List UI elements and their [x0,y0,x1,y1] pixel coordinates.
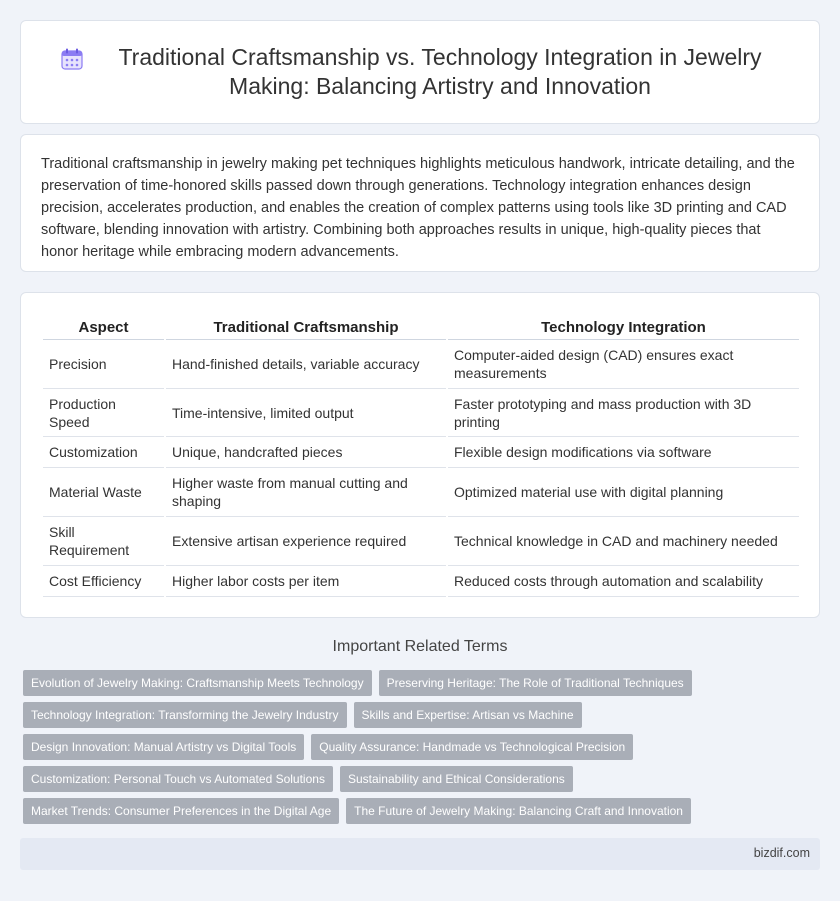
cell-traditional: Unique, handcrafted pieces [165,437,447,468]
related-terms-list [23,670,813,830]
related-term-tag[interactable]: Evolution of Jewelry Making: Craftsmanship Meets Technology [23,670,372,696]
table-header-row [43,315,799,340]
cell-aspect: Material Waste [43,468,165,517]
table-row [43,437,799,468]
title-wrap [21,43,819,101]
table-row [43,389,799,437]
page-title: Traditional Craftsmanship vs. Technology Integration in Jewelry Making: Balancing Artistry and Innovation [118,44,762,99]
cell-technology: Computer-aided design (CAD) ensures exact measurements [447,340,799,389]
cell-traditional: Hand-finished details, variable accuracy [165,340,447,389]
related-term-tag[interactable]: Technology Integration: Transforming the Jewelry Industry [23,702,347,728]
cell-traditional: Extensive artisan experience required [165,517,447,566]
table-row [43,468,799,517]
cell-aspect: Precision [43,340,165,389]
comparison-table [43,315,799,597]
related-terms-heading: Important Related Terms [332,638,508,655]
cell-technology: Optimized material use with digital planning [447,468,799,517]
related-term-tag[interactable]: The Future of Jewelry Making: Balancing Craft and Innovation [346,798,691,824]
cell-aspect: Production Speed [43,389,165,437]
table-row [43,340,799,389]
tag-row [23,766,813,792]
table-row [43,517,799,566]
related-term-tag[interactable]: Market Trends: Consumer Preferences in the Digital Age [23,798,339,824]
calendar-icon [61,48,83,70]
footer-bar [20,838,820,870]
table-row [43,566,799,597]
cell-aspect: Customization [43,437,165,468]
cell-traditional: Time-intensive, limited output [165,389,447,437]
tag-row [23,702,813,728]
tag-row [23,798,813,824]
cell-technology: Reduced costs through automation and scalability [447,566,799,597]
cell-technology: Technical knowledge in CAD and machinery needed [447,517,799,566]
footer-site-link[interactable]: bizdif.com [753,846,810,860]
related-term-tag[interactable]: Sustainability and Ethical Considerations [340,766,573,792]
related-term-tag[interactable]: Quality Assurance: Handmade vs Technological Precision [311,734,633,760]
tag-row [23,734,813,760]
comparison-table-card [20,292,820,618]
title-card [20,20,820,124]
column-header-traditional: Traditional Craftsmanship [165,315,447,340]
cell-traditional: Higher labor costs per item [165,566,447,597]
related-term-tag[interactable]: Skills and Expertise: Artisan vs Machine [354,702,582,728]
cell-aspect: Cost Efficiency [43,566,165,597]
tag-row [23,670,813,696]
column-header-technology: Technology Integration [447,315,799,340]
intro-card [20,134,820,272]
related-term-tag[interactable]: Customization: Personal Touch vs Automated Solutions [23,766,333,792]
cell-technology: Flexible design modifications via software [447,437,799,468]
related-term-tag[interactable]: Preserving Heritage: The Role of Traditional Techniques [379,670,692,696]
cell-traditional: Higher waste from manual cutting and shaping [165,468,447,517]
column-header-aspect: Aspect [43,315,165,340]
cell-technology: Faster prototyping and mass production with 3D printing [447,389,799,437]
intro-paragraph: Traditional craftsmanship in jewelry making pet techniques highlights meticulous handwork, intricate detailing, and the preservation of time-honored skills passed down through generations. Technology integration enhances design precision, accelerates production, and enables the creation of complex patterns using tools like 3D printing and CAD software, blending innovation with artistry. Combining both approaches results in unique, high-quality pieces that honor heritage while embracing modern advancements. [41,156,795,260]
related-term-tag[interactable]: Design Innovation: Manual Artistry vs Digital Tools [23,734,304,760]
cell-aspect: Skill Requirement [43,517,165,566]
